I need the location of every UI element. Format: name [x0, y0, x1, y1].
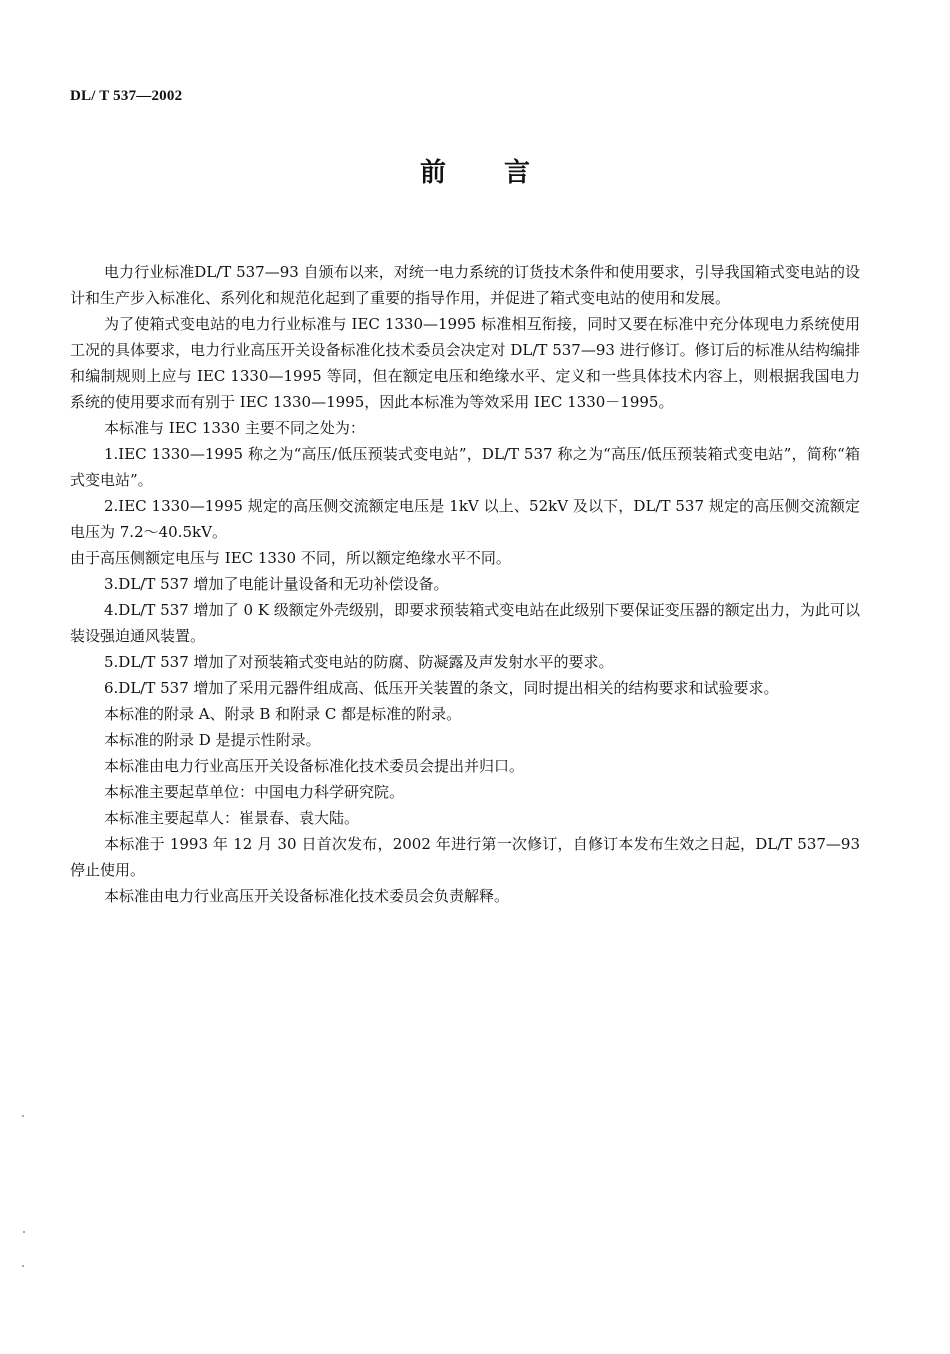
- difference-item-3: 3.DL/T 537 增加了电能计量设备和无功补偿设备。: [104, 575, 449, 593]
- paragraph-revision: 为了使箱式变电站的电力行业标准与 IEC 1330—1995 标准相互衔接，同时又要在标准中充分体现电力系统使用工况的具体要求，电力行业高压开关设备标准化技术委员会决定对 DL/T 537—93 进行修订。修订后的标准从结构编排和编制规则上应与 IEC 1330—1995 等同，但在额定电压和绝缘水平、定义和一些具体技术内容上，则根据我国电力系统的使用要求而有别于 IEC 1330—1995，因此本标准为等效采用 IEC 1330－1995。: [70, 315, 860, 411]
- difference-item-1: 1.IEC 1330—1995 称之为“高压/低压预装式变电站”，DL/T 537 称之为“高压/低压预装箱式变电站”，简称“箱式变电站”。: [70, 445, 860, 489]
- scan-speck: [23, 1231, 25, 1233]
- difference-item-5: 5.DL/T 537 增加了对预装箱式变电站的防腐、防凝露及声发射水平的要求。: [104, 653, 614, 671]
- paragraph-intro: 电力行业标准DL/T 537—93 自颁布以来，对统一电力系统的订货技术条件和使用要求，引导我国箱式变电站的设计和生产步入标准化、系列化和规范化起到了重要的指导作用，并促进了箱式变电站的使用和发展。: [70, 263, 860, 307]
- paragraph-publication-history: 本标准于 1993 年 12 月 30 日首次发布，2002 年进行第一次修订，自修订本发布生效之日起，DL/T 537—93 停止使用。: [70, 835, 860, 879]
- paragraph-appendix-normative: 本标准的附录 A、附录 B 和附录 C 都是标准的附录。: [104, 705, 462, 723]
- paragraph-drafting-unit: 本标准主要起草单位：中国电力科学研究院。: [104, 783, 405, 801]
- page-title: 前言: [419, 158, 588, 188]
- paragraph-drafters: 本标准主要起草人：崔景春、袁大陆。: [104, 809, 360, 827]
- paragraph-appendix-informative: 本标准的附录 D 是提示性附录。: [104, 731, 321, 749]
- paragraph-proposer: 本标准由电力行业高压开关设备标准化技术委员会提出并归口。: [104, 757, 525, 775]
- difference-item-4: 4.DL/T 537 增加了 0 K 级额定外壳级别，即要求预装箱式变电站在此级别下要保证变压器的额定出力，为此可以装设强迫通风装置。: [70, 601, 860, 645]
- difference-item-6: 6.DL/T 537 增加了采用元器件组成高、低压开关装置的条文，同时提出相关的结构要求和试验要求。: [104, 679, 779, 697]
- standard-code-header: DL/ T 537—2002: [70, 88, 183, 104]
- paragraph-interpretation: 本标准由电力行业高压开关设备标准化技术委员会负责解释。: [104, 887, 510, 905]
- scan-speck: [22, 1265, 24, 1267]
- paragraph-differences-heading: 本标准与 IEC 1330 主要不同之处为：: [104, 419, 365, 437]
- preface-body: [70, 259, 860, 909]
- difference-item-2: 2.IEC 1330—1995 规定的高压侧交流额定电压是 1kV 以上、52kV 及以下，DL/T 537 规定的高压侧交流额定电压为 7.2～40.5kV。: [70, 497, 860, 541]
- difference-item-2-note: 由于高压侧额定电压与 IEC 1330 不同，所以额定绝缘水平不同。: [70, 549, 511, 567]
- scan-speck: [22, 1115, 24, 1117]
